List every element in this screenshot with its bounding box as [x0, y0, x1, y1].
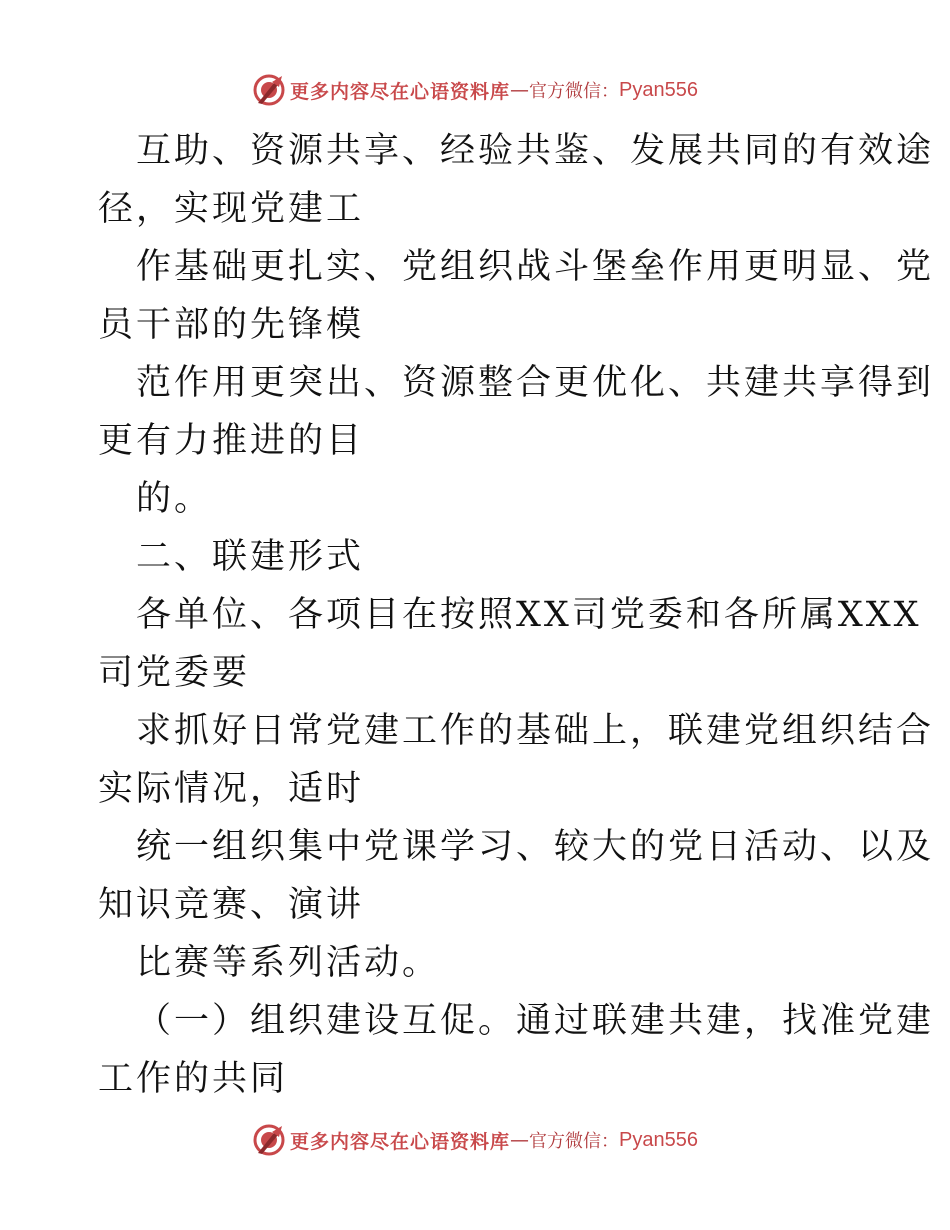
body-line: 统一组织集中党课学习、较大的党日活动、以及 — [136, 827, 935, 867]
body-line: 比赛等系列活动。 — [136, 943, 441, 983]
body-line: 员干部的先锋模 — [98, 305, 365, 345]
header-watermark-banner — [0, 70, 950, 110]
header-wechat-label: 官方微信： — [529, 81, 620, 102]
footer-wechat-label: 官方微信： — [529, 1131, 620, 1152]
body-line: 作基础更扎实、党组织战斗堡垒作用更明显、党 — [136, 247, 935, 287]
footer-wechat-handle: Pyan556 — [619, 1128, 698, 1151]
footer-watermark-banner — [0, 1120, 950, 1160]
footer-dash: — — [510, 1129, 530, 1151]
section-heading: 二、联建形式 — [136, 537, 365, 577]
quill-logo-icon — [252, 73, 286, 107]
body-line: 司党委要 — [98, 653, 251, 693]
body-line: 更有力推进的目 — [98, 421, 365, 461]
quill-logo-icon — [252, 1123, 286, 1157]
body-line: 各单位、各项目在按照XX司党委和各所属XXX — [136, 595, 922, 635]
body-line: 范作用更突出、资源整合更优化、共建共享得到 — [136, 363, 935, 403]
header-brand-text: 更多内容尽在心语资料库 — [290, 80, 511, 103]
body-line: 径，实现党建工 — [98, 189, 365, 229]
header-dash: — — [510, 79, 530, 101]
body-line: 的。 — [136, 479, 213, 519]
footer-brand-text: 更多内容尽在心语资料库 — [290, 1130, 511, 1153]
body-line: 实际情况，适时 — [98, 769, 365, 809]
body-line: 工作的共同 — [98, 1059, 289, 1099]
document-body — [98, 122, 935, 1108]
body-line: 互助、资源共享、经验共鉴、发展共同的有效途 — [136, 131, 935, 171]
body-line: 求抓好日常党建工作的基础上，联建党组织结合 — [136, 711, 935, 751]
body-line: 知识竞赛、演讲 — [98, 885, 365, 925]
subsection-heading: （一）组织建设互促。通过联建共建，找准党建 — [136, 1001, 935, 1041]
header-wechat-handle: Pyan556 — [619, 78, 698, 101]
